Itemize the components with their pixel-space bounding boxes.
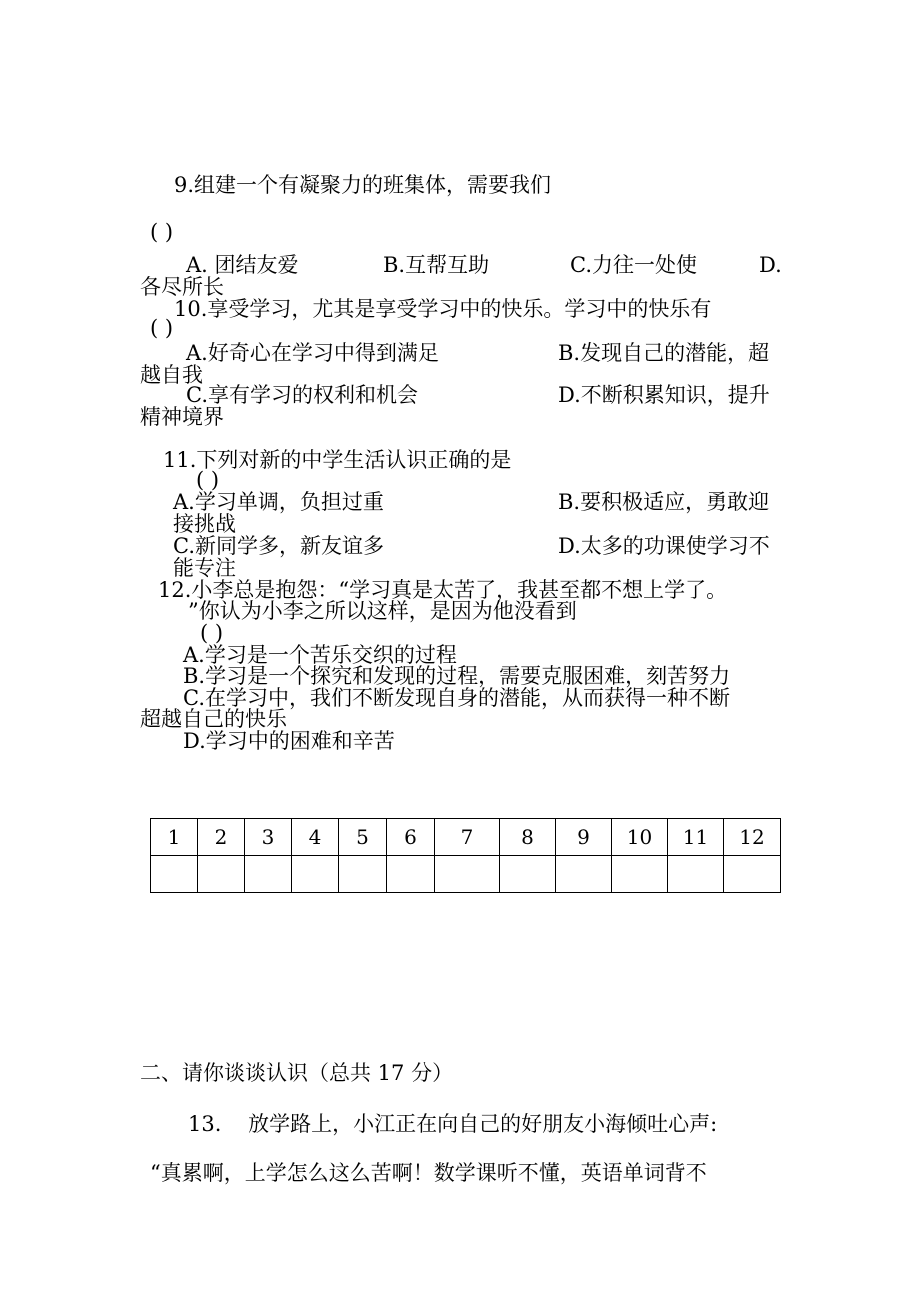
answer-number-cell: 3 [245,819,292,856]
answer-blank-cell[interactable] [151,856,198,893]
q12-option-a: A.学习是一个苦乐交织的过程 [183,643,457,667]
answer-blank-cell[interactable] [724,856,781,893]
q12-option-c: C.在学习中，我们不断发现自身的潜能，从而获得一种不断 [183,686,730,710]
answer-number-cell: 1 [151,819,198,856]
q9-option-c: C.力往一处使 [570,253,697,277]
answer-number-cell: 7 [435,819,500,856]
q12-option-b: B.学习是一个探究和发现的过程，需要克服困难，刻苦努力 [183,664,731,688]
answer-blank-cell[interactable] [339,856,387,893]
q9-option-d-text: 各尽所长 [140,275,224,299]
answer-blank-cell[interactable] [292,856,339,893]
q10-stem: 10.享受学习，尤其是享受学习中的快乐。学习中的快乐有 [174,297,712,321]
q13-stem: 13. 放学路上，小江正在向自己的好朋友小海倾吐心声: [188,1112,718,1136]
q11-option-d: D.太多的功课使学习不 [558,534,770,558]
q9-stem: 9.组建一个有凝聚力的班集体，需要我们 [174,173,552,197]
answer-blank-cell[interactable] [435,856,500,893]
q13-quote: “真累啊，上学怎么这么苦啊！数学课听不懂，英语单词背不 [150,1161,707,1185]
q11-option-a: A.学习单调，负担过重 [173,490,384,514]
q11-option-c: C.新同学多，新友谊多 [173,534,384,558]
q9-option-d-label: D. [759,253,782,277]
answer-number-cell: 5 [339,819,387,856]
q11-option-b-cont: 接挑战 [173,512,236,536]
q10-option-b-cont: 越自我 [140,363,203,387]
answer-blank-cell[interactable] [556,856,612,893]
q12-answer-paren: ( ) [200,621,224,645]
answer-number-cell: 11 [668,819,724,856]
answer-blank-cell[interactable] [245,856,292,893]
answer-table-header-row [151,819,781,856]
answer-number-cell: 6 [387,819,435,856]
q11-option-b: B.要积极适应，勇敢迎 [558,490,770,514]
answer-blank-cell[interactable] [387,856,435,893]
section2-heading: 二、请你谈谈认识（总共 17 分） [140,1061,454,1085]
q9-answer-paren: ( ) [150,220,174,244]
q10-option-c: C.享有学习的权利和机会 [186,383,418,407]
answer-blank-cell[interactable] [500,856,556,893]
answer-number-cell: 4 [292,819,339,856]
q10-option-d-cont: 精神境界 [140,405,224,429]
answer-number-cell: 10 [612,819,668,856]
q11-answer-paren: ( ) [196,468,220,492]
answer-table-blank-row [151,856,781,893]
answer-blank-cell[interactable] [668,856,724,893]
q12-option-c-cont: 超越自己的快乐 [140,707,287,731]
answer-blank-cell[interactable] [612,856,668,893]
q12-option-d: D.学习中的困难和辛苦 [183,729,395,753]
answer-number-cell: 12 [724,819,781,856]
q9-option-a: A. 团结友爱 [186,253,299,277]
answer-number-cell: 2 [198,819,245,856]
answer-number-cell: 9 [556,819,612,856]
q10-option-d: D.不断积累知识，提升 [558,383,770,407]
q12-stem: 12.小李总是抱怨：“学习真是太苦了，我甚至都不想上学了。 [158,578,728,602]
q10-answer-paren: ( ) [150,316,174,340]
q9-option-b: B.互帮互助 [383,253,490,277]
answer-blank-cell[interactable] [198,856,245,893]
answer-table [150,818,781,893]
q10-option-a: A.好奇心在学习中得到满足 [186,341,439,365]
q11-option-d-cont: 能专注 [173,556,236,580]
q11-stem: 11.下列对新的中学生活认识正确的是 [163,448,512,472]
q12-stem-cont: ”你认为小李之所以这样，是因为他没看到 [188,599,577,623]
q10-option-b: B.发现自己的潜能，超 [558,341,770,365]
answer-number-cell: 8 [500,819,556,856]
